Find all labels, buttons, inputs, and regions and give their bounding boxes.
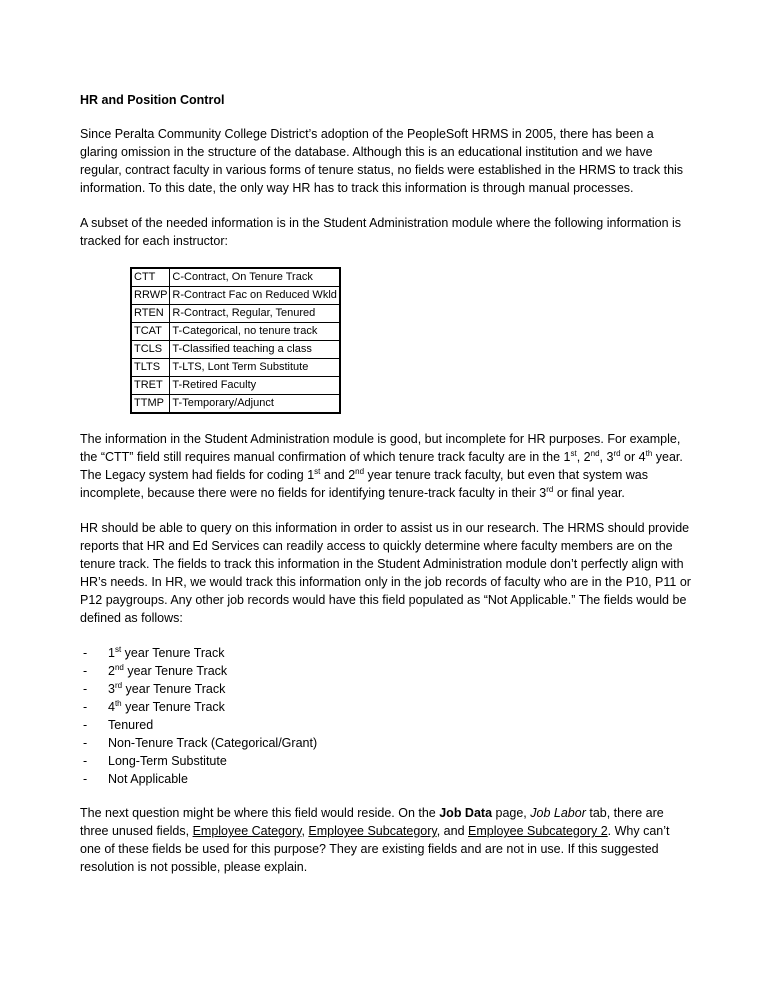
description-cell: T-Retired Faculty (170, 377, 340, 395)
table-row (131, 395, 340, 414)
employee-subcategory-field-ref: Employee Subcategory (308, 824, 437, 838)
paragraph-query: HR should be able to query on this information in order to assist us in our research. The HRMS should provide reports that HR and Ed Services can readily access to quickly determine where faculty members are on the tenure track. The fields to track this information in the Student Administration module don’t perfectly align with HR’s needs. In HR, we would track this information only in the job records of faculty who are in the P10, P11 or P12 paygroups. Any other job records would have this field populated as “Not Applicable.” The fields would be defined as follows: (80, 521, 691, 625)
code-cell: TCAT (131, 323, 170, 341)
code-cell: CTT (131, 268, 170, 287)
description-cell: R-Contract Fac on Reduced Wkld (170, 287, 340, 305)
description-cell: T-Categorical, no tenure track (170, 323, 340, 341)
table-row (131, 377, 340, 395)
paragraph-subset: A subset of the needed information is in the Student Administration module where the following information is tracked for each instructor: (80, 216, 682, 248)
paragraph-incomplete: The information in the Student Administration module is good, but incomplete for HR purposes. For example, the “CTT” field still requires manual confirmation of which tenure track faculty are in the 1st, 2nd, 3rd or 4th year. The Legacy system had fields for coding 1st and 2nd year tenure track faculty, but even that system was incomplete, because there were no fields for identifying tenure-track faculty in their 3rd or final year. (80, 432, 683, 500)
list-item: - 3rd year Tenure Track (83, 680, 226, 696)
list-item: - 1st year Tenure Track (83, 644, 225, 660)
table-row (131, 323, 340, 341)
table-row (131, 305, 340, 323)
list-item: - Not Applicable (83, 772, 188, 786)
instructor-code-table (130, 267, 341, 414)
description-cell: R-Contract, Regular, Tenured (170, 305, 340, 323)
code-cell: RRWP (131, 287, 170, 305)
description-cell: T-Classified teaching a class (170, 341, 340, 359)
field-definition-list (80, 644, 692, 788)
job-labor-tab-ref: Job Labor (530, 806, 586, 820)
list-item: - Non-Tenure Track (Categorical/Grant) (83, 736, 318, 750)
table-row (131, 341, 340, 359)
description-cell: T-Temporary/Adjunct (170, 395, 340, 414)
code-cell: TTMP (131, 395, 170, 414)
job-data-page-ref: Job Data (439, 806, 493, 820)
list-item: - Tenured (83, 718, 154, 732)
table-row (131, 287, 340, 305)
code-cell: RTEN (131, 305, 170, 323)
list-item: - 4th year Tenure Track (83, 698, 225, 714)
document-title: HR and Position Control (80, 93, 225, 107)
paragraph-field-location: The next question might be where this field would reside. On the Job Data page, Job Labor tab, there are three unused fields, Employee Category, Employee Subcategory, and Employee Subcategory 2. Why can’t one of these fields be used for this purpose? They are existing fields and are not in use. If this suggested resolution is not possible, please explain. (80, 806, 670, 874)
employee-subcategory-2-field-ref: Employee Subcategory 2 (468, 824, 608, 838)
description-cell: T-LTS, Lont Term Substitute (170, 359, 340, 377)
code-cell: TRET (131, 377, 170, 395)
paragraph-intro: Since Peralta Community College District’s adoption of the PeopleSoft HRMS in 2005, there has been a glaring omission in the structure of the database. Although this is an educational institution and we have regular, contract faculty in various forms of tenure status, no fields were established in the HRMS to track this information. To this date, the only way HR has to track this information is through manual processes. (80, 127, 684, 195)
description-cell: C-Contract, On Tenure Track (170, 268, 340, 287)
document-page (80, 91, 692, 893)
code-cell: TCLS (131, 341, 170, 359)
table-row (131, 359, 340, 377)
list-item: - Long-Term Substitute (83, 754, 227, 768)
list-item: - 2nd year Tenure Track (83, 662, 228, 678)
code-cell: TLTS (131, 359, 170, 377)
employee-category-field-ref: Employee Category (192, 824, 302, 838)
table-row (131, 268, 340, 287)
